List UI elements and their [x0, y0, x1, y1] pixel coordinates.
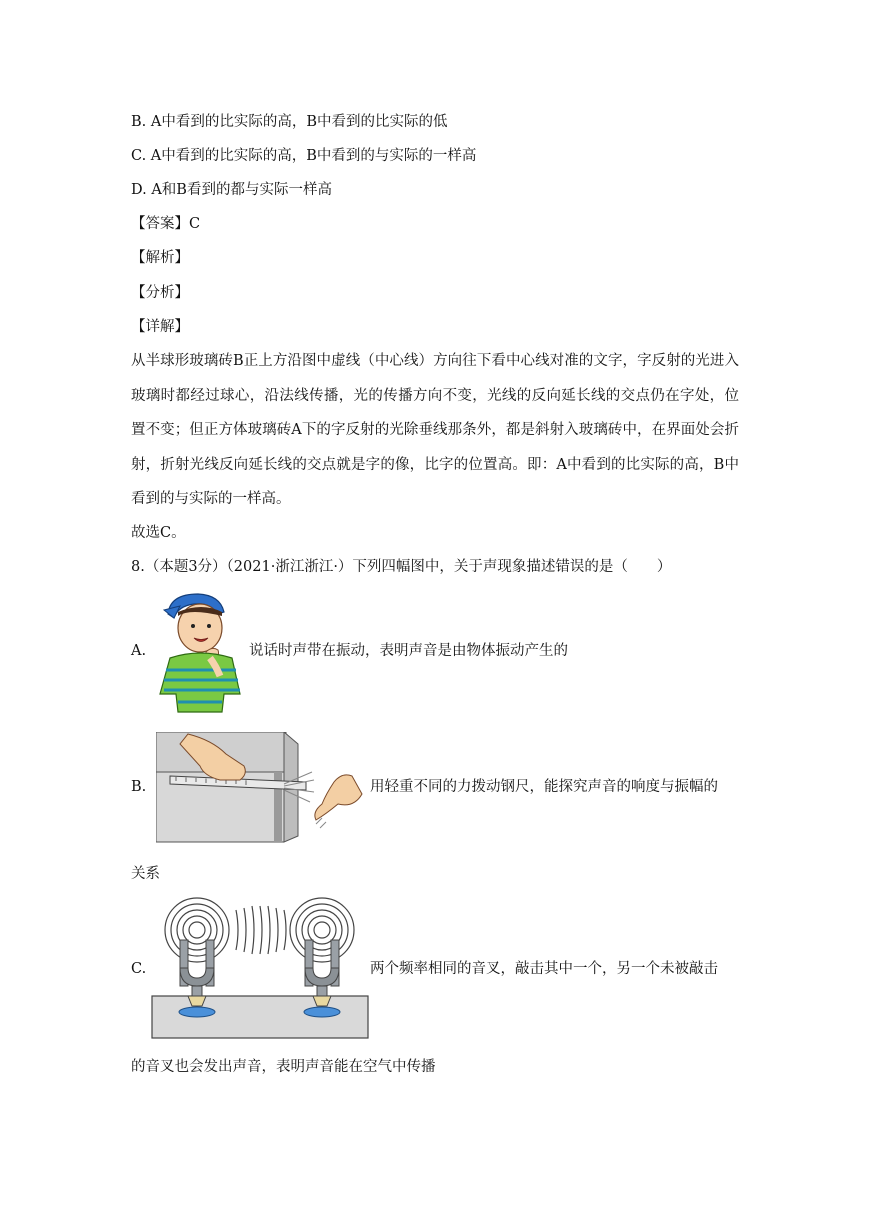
option-b-label: B. — [131, 779, 147, 795]
option-b-prev: B. A中看到的比实际的高，B中看到的比实际的低 — [131, 114, 448, 130]
option-a-text: 说话时声带在振动，表明声音是由物体振动产生的 — [249, 643, 568, 659]
tuning-forks-figure — [150, 894, 372, 1040]
explanation-paragraph: 从半球形玻璃砖B正上方沿图中虚线（中心线）方向往下看中心线对准的文字，字反射的光进入玻璃时都经过球心，沿法线传播，光的传播方向不变，光线的反向延长线的交点仍在字处，位置不变；但正方体玻璃砖A下的字反射的光除垂线那条外，都是斜射入玻璃砖中，在界面处会折射，折射光线反向延长线的交点就是字的像，比字的位置高。即：A中看到的比实际的高，B中看到的与实际的一样高。 — [131, 353, 739, 507]
option-a-label: A. — [131, 643, 147, 659]
fenxi-heading: 【分析】 — [131, 285, 189, 301]
ruler-table-figure — [156, 732, 368, 844]
question-8-stem: 8.（本题3分）（2021·浙江浙江·）下列四幅图中，关于声现象描述错误的是（ ） — [131, 559, 672, 575]
option-c-prev: C. A中看到的比实际的高，B中看到的与实际的一样高 — [131, 148, 477, 164]
conclusion-line: 故选C。 — [131, 525, 186, 541]
option-c-label: C. — [131, 961, 147, 977]
analysis-heading: 【解析】 — [131, 250, 189, 266]
option-c-text: 两个频率相同的音叉，敲击其中一个，另一个未被敲击 — [370, 961, 718, 977]
option-b-text: 用轻重不同的力拨动钢尺，能探究声音的响度与振幅的 — [370, 779, 718, 795]
xiangjie-heading: 【详解】 — [131, 319, 189, 335]
option-d-prev: D. A和B看到的都与实际一样高 — [131, 182, 332, 198]
answer-line: 【答案】C — [131, 216, 201, 232]
option-b-continuation: 关系 — [131, 866, 160, 882]
boy-speaking-figure — [150, 586, 250, 716]
option-c-continuation: 的音叉也会发出声音，表明声音能在空气中传播 — [131, 1059, 436, 1075]
